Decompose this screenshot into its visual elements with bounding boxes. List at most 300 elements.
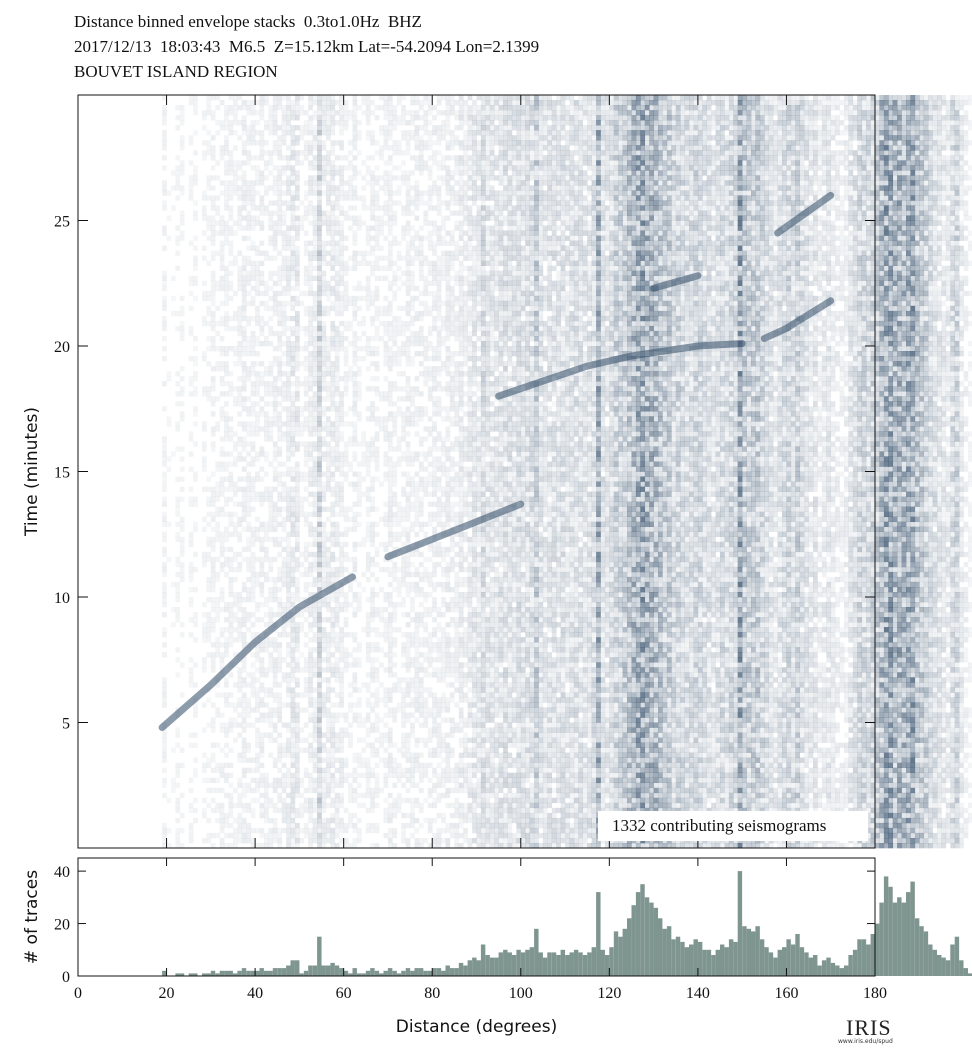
heatmap-cell (273, 642, 278, 647)
heatmap-cell (229, 547, 234, 552)
heatmap-cell (175, 562, 180, 567)
heatmap-cell (215, 532, 220, 537)
heatmap-cell (251, 200, 256, 205)
heatmap-cell (268, 642, 273, 647)
heatmap-cell (162, 381, 167, 386)
heatmap-cell (175, 241, 180, 246)
heatmap-cell (189, 100, 194, 105)
heatmap-cell (255, 492, 260, 497)
heatmap-cell (255, 517, 260, 522)
heatmap-cell (180, 145, 185, 150)
heatmap-cell (277, 170, 282, 175)
heatmap-cell (260, 477, 265, 482)
heatmap-cell (233, 738, 238, 743)
heatmap-cell (277, 778, 282, 783)
heatmap-cell (229, 371, 234, 376)
heatmap-cell (255, 753, 260, 758)
heatmap-cell (277, 211, 282, 216)
heatmap-cell (242, 226, 247, 231)
heatmap-cell (215, 572, 220, 577)
heatmap-cell (268, 838, 273, 843)
heatmap-cell (268, 527, 273, 532)
heatmap-cell (215, 763, 220, 768)
heatmap-cell (255, 647, 260, 652)
heatmap-cell (260, 291, 265, 296)
heatmap-cell (211, 241, 216, 246)
heatmap-cell (246, 612, 251, 617)
heatmap-cell (180, 562, 185, 567)
heatmap-cell (273, 788, 278, 793)
heatmap-cell (180, 517, 185, 522)
heatmap-cell (193, 798, 198, 803)
heatmap-cell (162, 135, 167, 140)
heatmap-cell (211, 808, 216, 813)
heatmap-cell (246, 160, 251, 165)
heatmap-cell (224, 607, 229, 612)
heatmap-cell (237, 592, 242, 597)
heatmap-cell (282, 246, 287, 251)
heatmap-cell (175, 733, 180, 738)
heatmap-cell (202, 291, 207, 296)
heatmap-cell (277, 221, 282, 226)
heatmap-cell (224, 431, 229, 436)
heatmap-cell (260, 803, 265, 808)
heatmap-cell (251, 406, 256, 411)
heatmap-cell (224, 311, 229, 316)
heatmap-cell (251, 587, 256, 592)
heatmap-cell (251, 246, 256, 251)
heatmap-cell (251, 381, 256, 386)
heatmap-cell (268, 522, 273, 527)
heatmap-cell (268, 115, 273, 120)
heatmap-cell (229, 522, 234, 527)
heatmap-cell (251, 557, 256, 562)
heatmap-cell (229, 190, 234, 195)
heatmap-cell (255, 456, 260, 461)
heatmap-cell (246, 768, 251, 773)
heatmap-cell (189, 185, 194, 190)
heatmap-cell (224, 140, 229, 145)
heatmap-cell (260, 492, 265, 497)
heatmap-cell (251, 828, 256, 833)
heatmap-cell (251, 788, 256, 793)
heatmap-cell (260, 672, 265, 677)
heatmap-cell (229, 426, 234, 431)
heatmap-cell (277, 472, 282, 477)
heatmap-cell (268, 236, 273, 241)
heatmap-cell (237, 316, 242, 321)
heatmap-cell (277, 195, 282, 200)
heatmap-cell (162, 155, 167, 160)
heatmap-cell (268, 537, 273, 542)
heatmap-cell (162, 286, 167, 291)
heatmap-cell (282, 321, 287, 326)
heatmap-cell (237, 160, 242, 165)
heatmap-cell (171, 311, 176, 316)
heatmap-cell (273, 446, 278, 451)
heatmap-cell (162, 316, 167, 321)
heatmap-cell (268, 662, 273, 667)
heatmap-cell (255, 246, 260, 251)
heatmap-cell (251, 582, 256, 587)
heatmap-cell (202, 637, 207, 642)
heatmap-cell (255, 190, 260, 195)
heatmap-cell (193, 170, 198, 175)
heatmap-cell (220, 652, 225, 657)
heatmap-cell (246, 341, 251, 346)
heatmap-cell (268, 241, 273, 246)
heatmap-cell (237, 567, 242, 572)
heatmap-cell (162, 753, 167, 758)
heatmap-cell (251, 341, 256, 346)
heatmap-cell (167, 216, 172, 221)
heatmap-cell (202, 441, 207, 446)
heatmap-cell (242, 125, 247, 130)
heatmap-cell (224, 647, 229, 652)
heatmap-cell (255, 130, 260, 135)
heatmap-cell (193, 346, 198, 351)
heatmap-cell (273, 527, 278, 532)
heatmap-cell (211, 311, 216, 316)
heatmap-cell (211, 376, 216, 381)
heatmap-cell (180, 296, 185, 301)
heatmap-cell (277, 401, 282, 406)
heatmap-cell (260, 697, 265, 702)
heatmap-cell (251, 482, 256, 487)
heatmap-cell (193, 180, 198, 185)
heatmap-cell (277, 492, 282, 497)
heatmap-cell (246, 336, 251, 341)
heatmap-cell (206, 497, 211, 502)
heatmap-cell (255, 321, 260, 326)
heatmap-cell (246, 562, 251, 567)
heatmap-cell (206, 236, 211, 241)
heatmap-cell (162, 702, 167, 707)
heatmap-cell (211, 798, 216, 803)
heatmap-cell (175, 808, 180, 813)
heatmap-cell (180, 477, 185, 482)
heatmap-cell (273, 416, 278, 421)
heatmap-cell (189, 376, 194, 381)
heatmap-cell (246, 557, 251, 562)
heatmap-cell (202, 702, 207, 707)
heatmap-cell (229, 170, 234, 175)
heatmap-cell (233, 446, 238, 451)
heatmap-cell (242, 200, 247, 205)
heatmap-cell (211, 582, 216, 587)
heatmap-cell (193, 336, 198, 341)
heatmap-cell (277, 753, 282, 758)
heatmap-cell (206, 838, 211, 843)
heatmap-cell (224, 195, 229, 200)
heatmap-cell (220, 492, 225, 497)
heatmap-cell (193, 150, 198, 155)
heatmap-cell (193, 406, 198, 411)
heatmap-cell (255, 718, 260, 723)
heatmap-cell (193, 758, 198, 763)
heatmap-cell (260, 241, 265, 246)
heatmap-cell (215, 557, 220, 562)
heatmap-cell (273, 145, 278, 150)
heatmap-cell (180, 467, 185, 472)
heatmap-cell (202, 205, 207, 210)
heatmap-cell (251, 527, 256, 532)
heatmap-cell (264, 426, 269, 431)
heatmap-cell (211, 341, 216, 346)
heatmap-cell (189, 331, 194, 336)
heatmap-cell (251, 301, 256, 306)
heatmap-cell (260, 713, 265, 718)
heatmap-cell (189, 95, 194, 100)
heatmap-cell (224, 361, 229, 366)
heatmap-cell (277, 391, 282, 396)
heatmap-cell (162, 833, 167, 838)
heatmap-cell (175, 557, 180, 562)
heatmap-cell (264, 497, 269, 502)
heatmap-cell (167, 467, 172, 472)
heatmap-cell (246, 713, 251, 718)
heatmap-cell (162, 562, 167, 567)
heatmap-cell (268, 401, 273, 406)
heatmap-cell (268, 185, 273, 190)
heatmap-cell (162, 652, 167, 657)
heatmap-cell (237, 667, 242, 672)
heatmap-cell (246, 195, 251, 200)
heatmap-cell (255, 532, 260, 537)
heatmap-cell (229, 803, 234, 808)
heatmap-cell (220, 768, 225, 773)
heatmap-cell (206, 216, 211, 221)
heatmap-cell (206, 487, 211, 492)
heatmap-cell (189, 838, 194, 843)
heatmap-cell (233, 522, 238, 527)
heatmap-cell (233, 256, 238, 261)
heatmap-cell (233, 145, 238, 150)
heatmap-cell (242, 697, 247, 702)
heatmap-cell (264, 487, 269, 492)
chart-title-line-2: 2017/12/13 18:03:43 M6.5 Z=15.12km Lat=-54.2094 Lon=2.1399 (74, 37, 539, 57)
heatmap-cell (206, 803, 211, 808)
heatmap-cell (277, 497, 282, 502)
heatmap-cell (251, 216, 256, 221)
heatmap-cell (277, 321, 282, 326)
heatmap-cell (175, 572, 180, 577)
heatmap-cell (189, 542, 194, 547)
heatmap-cell (162, 271, 167, 276)
heatmap-cell (273, 401, 278, 406)
heatmap-cell (162, 497, 167, 502)
heatmap-cell (211, 276, 216, 281)
heatmap-cell (273, 256, 278, 261)
heatmap-cell (242, 833, 247, 838)
heatmap-cell (229, 281, 234, 286)
heatmap-cell (233, 702, 238, 707)
heatmap-cell (260, 542, 265, 547)
heatmap-cell (242, 753, 247, 758)
heatmap-cell (180, 135, 185, 140)
heatmap-cell (255, 788, 260, 793)
heatmap-cell (224, 160, 229, 165)
heatmap-cell (224, 532, 229, 537)
heatmap-cell (251, 662, 256, 667)
heatmap-cell (220, 642, 225, 647)
heatmap-cell (162, 743, 167, 748)
heatmap-cell (206, 145, 211, 150)
heatmap-cell (233, 130, 238, 135)
heatmap-cell (242, 216, 247, 221)
heatmap-cell (224, 271, 229, 276)
heatmap-cell (277, 416, 282, 421)
heatmap-cell (242, 793, 247, 798)
heatmap-cell (277, 743, 282, 748)
heatmap-cell (255, 401, 260, 406)
heatmap-cell (229, 627, 234, 632)
heatmap-cell (237, 487, 242, 492)
heatmap-cell (233, 316, 238, 321)
heatmap-cell (251, 808, 256, 813)
heatmap-cell (255, 361, 260, 366)
heatmap-cell (237, 346, 242, 351)
heatmap-cell (171, 783, 176, 788)
heatmap-cell (162, 823, 167, 828)
heatmap-cell (242, 828, 247, 833)
heatmap-cell (180, 211, 185, 216)
heatmap-cell (260, 522, 265, 527)
heatmap-cell (229, 105, 234, 110)
heatmap-cell (233, 682, 238, 687)
heatmap-cell (224, 200, 229, 205)
heatmap-cell (242, 185, 247, 190)
heatmap-cell (189, 743, 194, 748)
heatmap-cell (189, 356, 194, 361)
heatmap-cell (260, 647, 265, 652)
heatmap-cell (189, 160, 194, 165)
heatmap-cell (273, 241, 278, 246)
heatmap-cell (242, 406, 247, 411)
heatmap-cell (215, 527, 220, 532)
heatmap-cell (260, 195, 265, 200)
heatmap-cell (260, 135, 265, 140)
heatmap-cell (255, 607, 260, 612)
heatmap-cell (260, 205, 265, 210)
heatmap-cell (175, 175, 180, 180)
heatmap-cell (220, 120, 225, 125)
heatmap-cell (224, 436, 229, 441)
heatmap-cell (273, 441, 278, 446)
heatmap-cell (206, 477, 211, 482)
heatmap-cell (246, 702, 251, 707)
heatmap-cell (229, 793, 234, 798)
heatmap-cell (255, 472, 260, 477)
heatmap-cell (162, 145, 167, 150)
heatmap-cell (273, 542, 278, 547)
heatmap-cell (193, 662, 198, 667)
heatmap-cell (255, 276, 260, 281)
heatmap-cell (167, 236, 172, 241)
heatmap-cell (202, 467, 207, 472)
heatmap-cell (277, 477, 282, 482)
heatmap-cell (224, 231, 229, 236)
heatmap-cell (162, 321, 167, 326)
heatmap-cell (251, 411, 256, 416)
heatmap-cell (251, 371, 256, 376)
heatmap-cell (282, 231, 287, 236)
heatmap-cell (211, 517, 216, 522)
heatmap-cell (277, 281, 282, 286)
heatmap-cell (162, 487, 167, 492)
heatmap-cell (180, 632, 185, 637)
heatmap-cell (229, 261, 234, 266)
heatmap-cell (268, 331, 273, 336)
heatmap-cell (233, 170, 238, 175)
heatmap-cell (237, 456, 242, 461)
heatmap-cell (237, 251, 242, 256)
heatmap-cell (206, 542, 211, 547)
heatmap-cell (229, 271, 234, 276)
heatmap-cell (193, 130, 198, 135)
heatmap-cell (251, 723, 256, 728)
heatmap-cell (268, 818, 273, 823)
heatmap-cell (260, 702, 265, 707)
heatmap-cell (180, 522, 185, 527)
heatmap-cell (189, 431, 194, 436)
heatmap-cell (189, 241, 194, 246)
heatmap-cell (242, 401, 247, 406)
heatmap-cell (264, 492, 269, 497)
heatmap-cell (268, 718, 273, 723)
heatmap-cell (202, 456, 207, 461)
heatmap-cell (202, 256, 207, 261)
heatmap-cell (255, 110, 260, 115)
heatmap-cell (193, 256, 198, 261)
heatmap-cell (277, 185, 282, 190)
heatmap-cell (224, 401, 229, 406)
heatmap-cell (229, 833, 234, 838)
heatmap-cell (277, 145, 282, 150)
heatmap-cell (224, 321, 229, 326)
heatmap-cell (215, 788, 220, 793)
heatmap-cell (246, 351, 251, 356)
heatmap-cell (264, 672, 269, 677)
heatmap-cell (277, 768, 282, 773)
heatmap-cell (246, 472, 251, 477)
heatmap-cell (224, 351, 229, 356)
heatmap-cell (246, 406, 251, 411)
heatmap-cell (260, 567, 265, 572)
heatmap-cell (273, 647, 278, 652)
chart-title-line-1: Distance binned envelope stacks 0.3to1.0Hz BHZ (74, 12, 422, 32)
heatmap-cell (224, 487, 229, 492)
heatmap-cell (211, 321, 216, 326)
heatmap-cell (255, 251, 260, 256)
heatmap-cell (220, 597, 225, 602)
heatmap-cell (224, 642, 229, 647)
heatmap-cell (251, 221, 256, 226)
heatmap-cell (268, 341, 273, 346)
heatmap-cell (251, 446, 256, 451)
heatmap-cell (273, 662, 278, 667)
heatmap-cell (268, 487, 273, 492)
heatmap-cell (215, 647, 220, 652)
heatmap-cell (255, 291, 260, 296)
heatmap-cell (206, 140, 211, 145)
heatmap-cell (220, 537, 225, 542)
heatmap-cell (211, 231, 216, 236)
heatmap-cell (255, 316, 260, 321)
heatmap-cell (246, 150, 251, 155)
heatmap-cell (260, 316, 265, 321)
heatmap-cell (167, 456, 172, 461)
